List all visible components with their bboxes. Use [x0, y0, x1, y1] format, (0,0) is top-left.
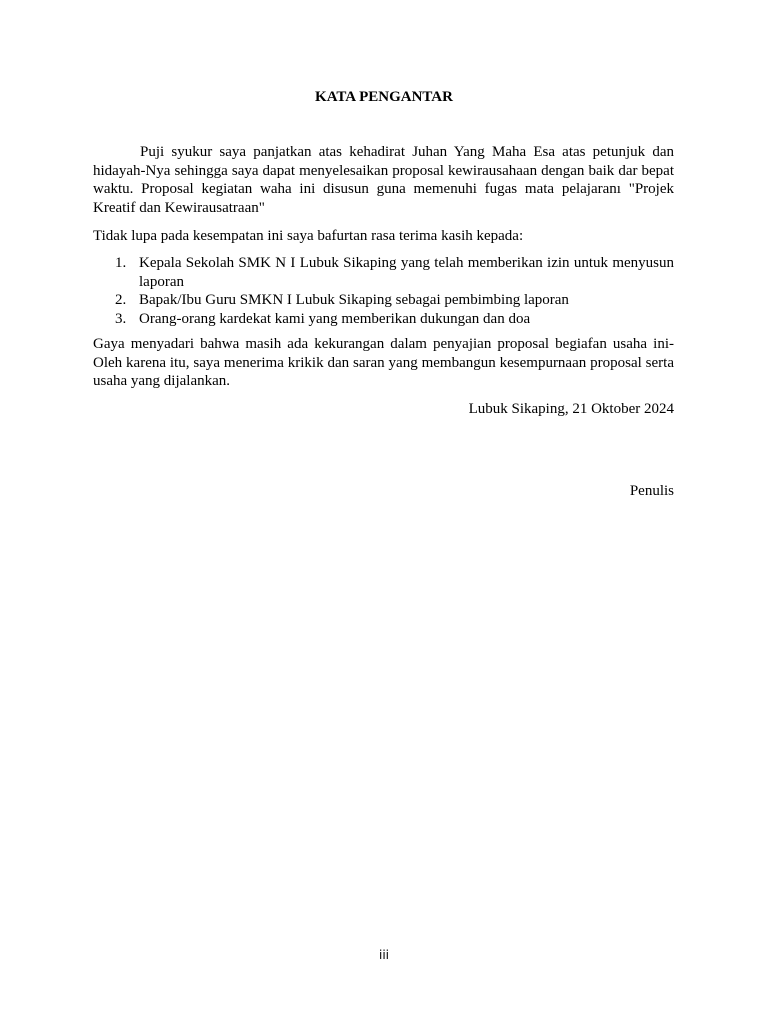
opening-paragraph: Puji syukur saya panjatkan atas kehadirat Juhan Yang Maha Esa atas petunjuk dan hidayah-Nya sehingga saya dapat menyelesaikan proposal kewirausahaan dengan baik dar bepat waktu. Proposal kegiatan waha ini disusun guna memenuhi fugas mata pelajaranı "Projek Kreatif dan Kewirausatraan": [93, 144, 674, 216]
thanks-list: [93, 254, 674, 328]
list-item-number: 2.: [115, 292, 127, 308]
thanks-intro-paragraph: Tidak lupa pada kesempatan ini saya bafurtan rasa terima kasih kepada:: [93, 228, 524, 244]
list-item: [93, 310, 674, 329]
page-number: iii: [378, 948, 389, 962]
signer-label: Penulis: [629, 483, 674, 499]
place-date: Lubuk Sikaping, 21 Oktober 2024: [468, 401, 674, 417]
list-item-number: 3.: [115, 310, 127, 327]
list-item-text: Kepala Sekolah SMK N I Lubuk Sikaping yang telah memberikan izin untuk menyusun laporan: [139, 255, 674, 290]
page-title: KATA PENGANTAR: [315, 89, 453, 105]
list-item-text: Orang-orang kardekat kami yang memberikan dukungan dan doa: [139, 310, 531, 327]
closing-paragraph: Gaya menyadari bahwa masih ada kekurangan dalam penyajian proposal begiafan usaha ini-Oleh karena itu, saya menerima krikik dan saran yang membangun kesempurnaan proposal serta usaha yang dijalankan.: [93, 336, 674, 389]
list-item-text: Bapak/Ibu Guru SMKN I Lubuk Sikaping sebagai pembimbing laporan: [139, 292, 569, 308]
list-item-number: 1.: [115, 255, 127, 271]
list-item: [93, 254, 674, 291]
list-item: [93, 291, 674, 310]
